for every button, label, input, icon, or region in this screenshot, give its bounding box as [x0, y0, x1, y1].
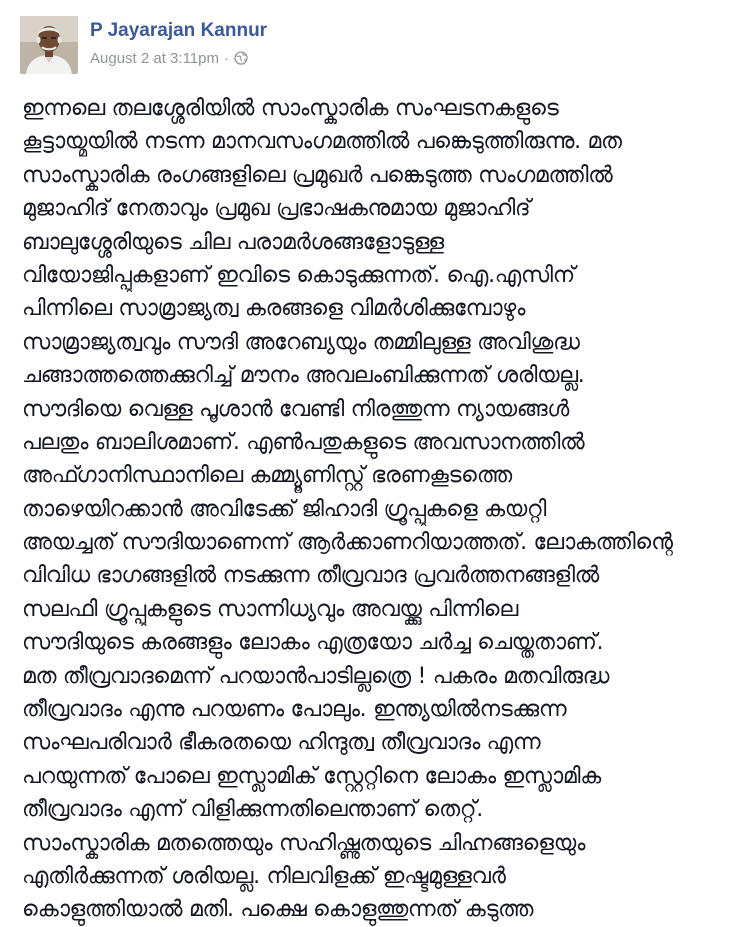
- avatar-photo: [20, 16, 78, 74]
- post-text-line: കൊളുത്തിയാൽ മതി. പക്ഷെ കൊളുത്തുന്നത് കടുത്ത: [22, 897, 534, 923]
- post-text-line: സലഫി ഗ്രൂപ്പുകളുടെ സാന്നിധ്യവും അവയ്ക്കു പിന്നിലെ: [22, 596, 518, 622]
- post-text-line: സാംസ്കാരിക രംഗങ്ങളിലെ പ്രമുഖർ പങ്കെടുത്ത സംഗമത്തിൽ: [22, 162, 613, 188]
- post-text-line: മുജാഹിദ് നേതാവും പ്രമുഖ പ്രഭാഷകനുമായ മുജാഹിദ്: [22, 196, 531, 222]
- post-text-line: പലതും ബാലിശമാണ്. എൺപതുകളുടെ അവസാനത്തിൽ: [22, 429, 585, 455]
- post-timestamp[interactable]: August 2 at 3:11pm: [90, 50, 219, 67]
- post-meta: [90, 50, 248, 69]
- post-text-line: കൂട്ടായ്മയിൽ നടന്ന മാനവസംഗമത്തിൽ പങ്കെടുത്തിരുന്നു. മത: [22, 129, 622, 155]
- post-text-line: അഫ്ഗാനിസ്ഥാനിലെ കമ്മ്യൂണിസ്റ്റ് ഭരണകൂടത്തെ: [22, 463, 512, 489]
- avatar[interactable]: [20, 16, 78, 74]
- post-text-line: ഇന്നലെ തലശ്ശേരിയിൽ സാംസ്കാരിക സംഘടനകളുടെ: [22, 96, 559, 121]
- post-text-line: താഴെയിറക്കാൻ അവിടേക്ക് ജിഹാദി ഗ്രൂപ്പുകളെ കയറ്റി: [22, 496, 547, 522]
- post-text: [22, 92, 734, 927]
- post-text-line: വിയോജിപ്പുകളാണ് ഇവിടെ കൊടുക്കുന്നത്. ഐ.എസിന്: [22, 262, 575, 288]
- post-text-line: എതിർക്കുന്നത് ശരിയല്ല. നിലവിളക്ക് ഇഷ്ടമുള്ളവർ: [22, 863, 506, 889]
- globe-icon[interactable]: [234, 51, 248, 69]
- post-text-line: പിന്നിലെ സാമ്രാജ്യത്വ കരങ്ങളെ വിമർശിക്കുമ്പോഴും: [22, 296, 526, 322]
- post-text-line: സംഘപരിവാർ ഭീകരതയെ ഹിന്ദുത്വ തീവ്രവാദം എന്ന: [22, 730, 541, 756]
- post-text-line: സാംസ്കാരിക മതത്തെയും സഹിഷ്ണുതയുടെ ചിഹ്നങ്ങളെയും: [22, 830, 586, 856]
- post-text-line: പറയുന്നത് പോലെ ഇസ്ലാമിക് സ്റ്റേറ്റിനെ ലോകം ഇസ്ലാമിക: [22, 763, 601, 789]
- meta-separator: ·: [223, 50, 229, 67]
- post-text-line: വിവിധ ഭാഗങ്ങളിൽ നടക്കുന്ന തീവ്രവാദ പ്രവർത്തനങ്ങളിൽ: [22, 563, 599, 589]
- post-text-line: തീവ്രവാദം എന്ന് വിളിക്കുന്നതിലെന്താണ് തെറ്റ്.: [22, 797, 483, 823]
- post-text-line: സൗദിയുടെ കരങ്ങളും ലോകം എത്രയോ ചർച്ച ചെയ്തതാണ്.: [22, 630, 604, 656]
- post-text-line: അയച്ചത് സൗദിയാണെന്ന് ആർക്കാണറിയാത്തത്. ലോകത്തിന്റെ: [22, 530, 673, 556]
- author-name[interactable]: P Jayarajan Kannur: [90, 20, 268, 41]
- post-text-line: മത തീവ്രവാദമെന്ന് പറയാൻപാടില്ലത്രെ ! പകരം മതവിരുദ്ധ: [22, 663, 610, 689]
- post-text-line: ചങ്ങാത്തത്തെക്കുറിച്ച് മൗനം അവലംബിക്കുന്നത് ശരിയല്ല.: [22, 363, 585, 389]
- post-text-line: സാമ്രാജ്യത്വവും സൗദി അറേബ്യയും തമ്മിലുള്ള അവിശുദ്ധ: [22, 329, 580, 355]
- post-text-line: ബാലുശ്ശേരിയുടെ ചില പരാമർശങ്ങളോടുള്ള: [22, 229, 444, 255]
- post-text-line: തീവ്രവാദം എന്നു പറയണം പോലും. ഇന്ത്യയിൽനടക്കുന്ന: [22, 697, 567, 723]
- post-text-line: സൗദിയെ വെള്ള പൂശാൻ വേണ്ടി നിരത്തുന്ന ന്യായങ്ങൾ: [22, 396, 570, 422]
